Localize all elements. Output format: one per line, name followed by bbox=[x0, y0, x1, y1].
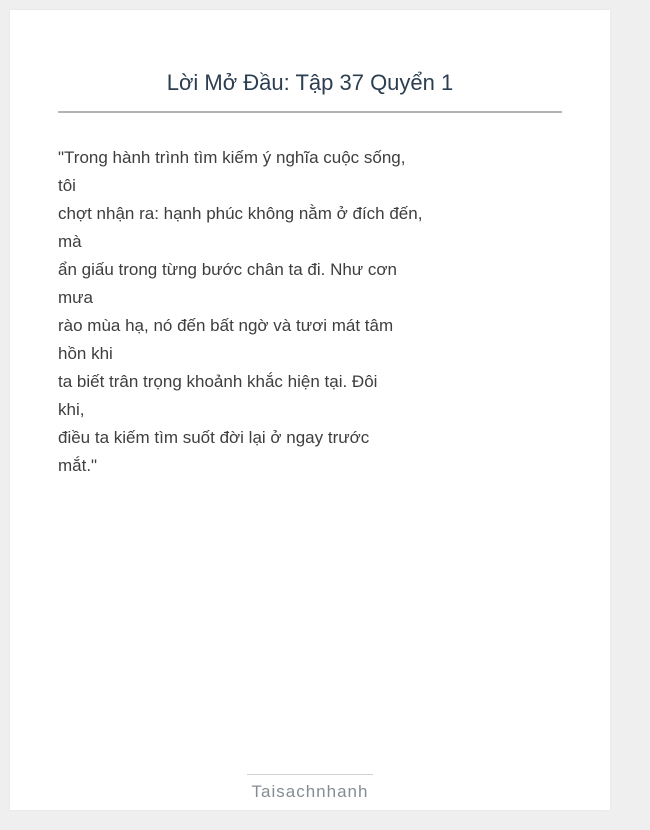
body-text bbox=[58, 144, 562, 480]
body-line: tôi bbox=[58, 176, 76, 195]
site-name: Taisachnhanh bbox=[251, 782, 369, 801]
body-line: mà bbox=[58, 232, 82, 251]
body-line: chợt nhận ra: hạnh phúc không nằm ở đích đến, bbox=[58, 204, 423, 223]
body-line: khi, bbox=[58, 400, 85, 419]
body-line: hồn khi bbox=[58, 344, 113, 363]
body-line: ta biết trân trọng khoảnh khắc hiện tại. Đôi bbox=[58, 372, 378, 391]
body-line: rào mùa hạ, nó đến bất ngờ và tươi mát tâm bbox=[58, 316, 394, 335]
page-title: Lời Mở Đầu: Tập 37 Quyển 1 bbox=[166, 70, 454, 95]
body-line: ẩn giấu trong từng bước chân ta đi. Như cơn bbox=[58, 260, 398, 279]
body-line: mưa bbox=[58, 288, 93, 307]
body-line: điều ta kiếm tìm suốt đời lại ở ngay trước bbox=[58, 428, 370, 447]
footer bbox=[10, 774, 610, 802]
footer-divider bbox=[247, 774, 373, 775]
document-page bbox=[10, 10, 610, 810]
body-line: "Trong hành trình tìm kiếm ý nghĩa cuộc sống, bbox=[58, 148, 406, 167]
title-divider bbox=[58, 111, 562, 113]
body-line: mắt." bbox=[58, 456, 98, 475]
